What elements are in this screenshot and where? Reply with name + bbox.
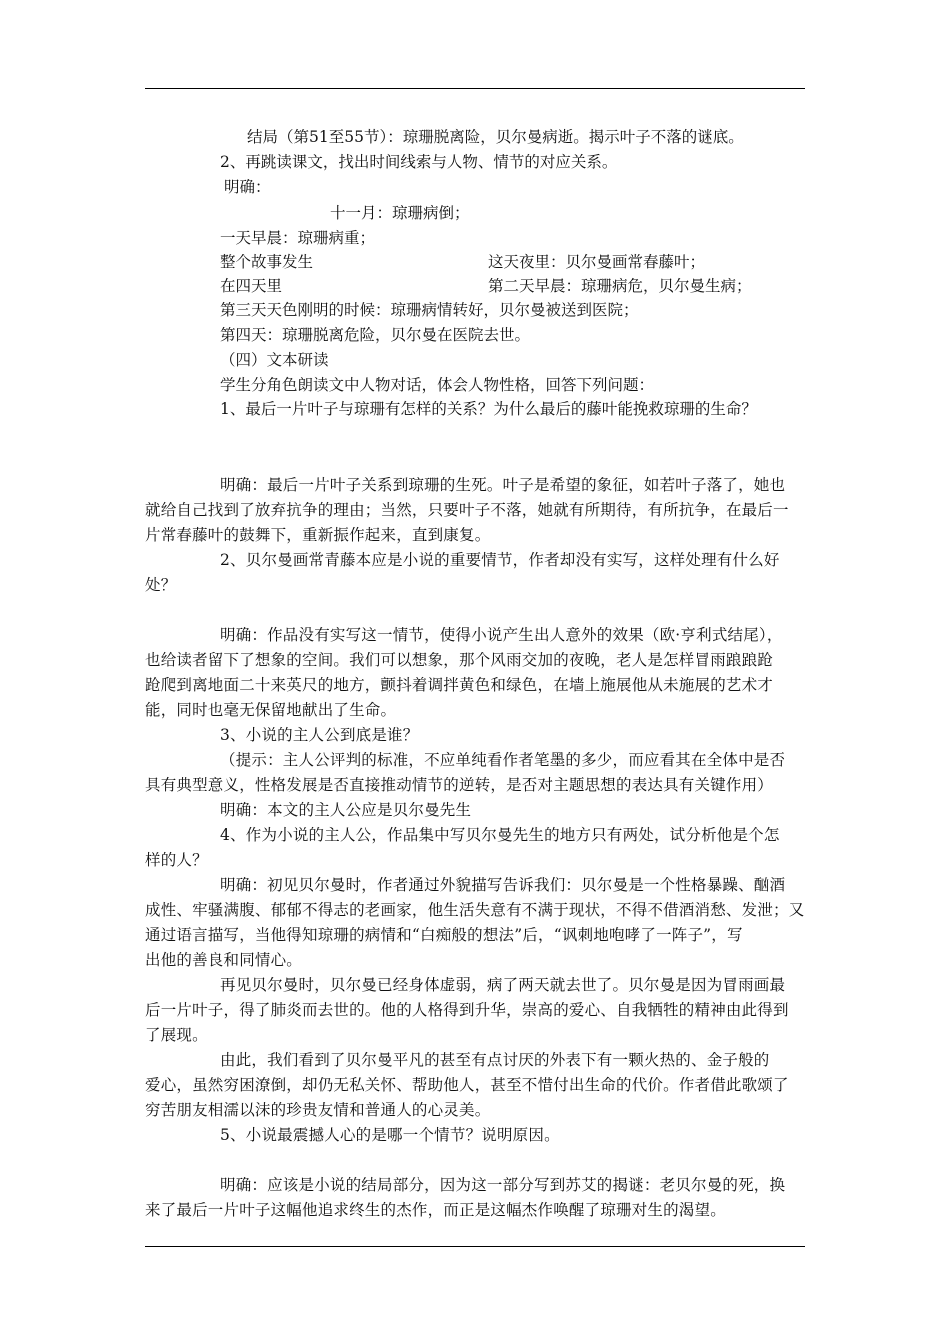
timeline-november: 十一月：琼珊病倒； <box>330 204 470 222</box>
text-line-ending: 结局（第51至55节）：琼珊脱离险，贝尔曼病逝。揭示叶子不落的谜底。 <box>247 128 744 146</box>
text-line-question-2: 2、再跳读课文，找出时间线索与人物、情节的对应关系。 <box>220 153 618 171</box>
answer-5-line: 明确：应该是小说的结局部分，因为这一部分写到苏艾的揭谜：老贝尔曼的死，换 <box>220 1176 786 1194</box>
answer-1-line: 片常春藤叶的鼓舞下，重新振作起来，直到康复。 <box>145 526 491 544</box>
timeline-story-happens: 整个故事发生 <box>220 253 314 271</box>
text-line-answer-label: 明确： <box>224 178 271 196</box>
footer-rule <box>145 1246 805 1247</box>
answer-4-line: 出他的善良和同情心。 <box>145 951 303 969</box>
question-5: 5、小说最震撼人心的是哪一个情节？说明原因。 <box>220 1126 560 1144</box>
answer-4-line: 明确：初见贝尔曼时，作者通过外貌描写告诉我们：贝尔曼是一个性格暴躁、酗酒 <box>220 876 786 894</box>
answer-4b-line: 再见贝尔曼时，贝尔曼已经身体虚弱，病了两天就去世了。贝尔曼是因为冒雨画最 <box>220 976 786 994</box>
answer-2-line: 也给读者留下了想象的空间。我们可以想象，那个风雨交加的夜晚，老人是怎样冒雨踉踉跄 <box>145 651 774 669</box>
question-4: 样的人？ <box>145 851 208 869</box>
answer-2-line: 明确：作品没有实写这一情节，使得小说产生出人意外的效果（欧·亨利式结尾）， <box>220 626 783 644</box>
question-1: 1、最后一片叶子与琼珊有怎样的关系？为什么最后的藤叶能挽救琼珊的生命？ <box>220 400 757 418</box>
answer-4b-line: 后一片叶子，得了肺炎而去世的。他的人格得到升华，崇高的爱心、自我牺牲的精神由此得到 <box>145 1001 789 1019</box>
timeline-fourth-day: 第四天：琼珊脱离危险，贝尔曼在医院去世。 <box>220 326 531 344</box>
answer-4c-line: 由此，我们看到了贝尔曼平凡的甚至有点讨厌的外表下有一颗火热的、金子般的 <box>220 1051 770 1069</box>
answer-4c-line: 穷苦朋友相濡以沫的珍贵友情和普通人的心灵美。 <box>145 1101 491 1119</box>
answer-2-line: 跄爬到离地面二十来英尺的地方，颤抖着调拌黄色和绿色，在墙上施展他从未施展的艺术才 <box>145 676 774 694</box>
answer-4-line: 通过语言描写，当他得知琼珊的病情和“白痴般的想法”后，“讽刺地咆哮了一阵子”，写 <box>145 926 743 944</box>
timeline-second-morning: 第二天早晨：琼珊病危，贝尔曼生病； <box>488 277 752 295</box>
question-2: 处？ <box>145 576 177 594</box>
timeline-that-night: 这天夜里：贝尔曼画常春藤叶； <box>488 253 706 271</box>
answer-1-line: 就给自己找到了放弃抗争的理由；当然，只要叶子不落，她就有所期待，有所抗争，在最后一 <box>145 501 789 519</box>
timeline-third-day: 第三天天色刚明的时候：琼珊病情转好，贝尔曼被送到医院； <box>220 301 639 319</box>
answer-4b-line: 了展现。 <box>145 1026 208 1044</box>
text-line-role-reading: 学生分角色朗读文中人物对话，体会人物性格，回答下列问题： <box>220 376 655 394</box>
answer-5-line: 来了最后一片叶子这幅他追求终生的杰作，而正是这幅杰作唤醒了琼珊对生的渴望。 <box>145 1201 726 1219</box>
question-3: 3、小说的主人公到底是谁？ <box>220 726 419 744</box>
answer-3: 明确：本文的主人公应是贝尔曼先生 <box>220 801 472 819</box>
question-4: 4、作为小说的主人公，作品集中写贝尔曼先生的地方只有两处，试分析他是个怎 <box>220 826 780 844</box>
answer-2-line: 能，同时也毫无保留地献出了生命。 <box>145 701 397 719</box>
hint-3-line: 具有典型意义，性格发展是否直接推动情节的逆转，是否对主题思想的表达具有关键作用） <box>145 776 774 794</box>
section-heading-text-study: （四）文本研读 <box>220 351 329 369</box>
timeline-one-morning: 一天早晨：琼珊病重； <box>220 229 376 247</box>
answer-4-line: 成性、牢骚满腹、郁郁不得志的老画家，他生活失意有不满于现状，不得不借酒消愁、发泄；又 <box>145 901 805 919</box>
answer-1-line: 明确：最后一片叶子关系到琼珊的生死。叶子是希望的象征，如若叶子落了，她也 <box>220 476 786 494</box>
hint-3-line: （提示：主人公评判的标准，不应单纯看作者笔墨的多少，而应看其在全体中是否 <box>220 751 786 769</box>
answer-4c-line: 爱心，虽然穷困潦倒，却仍无私关怀、帮助他人，甚至不惜付出生命的代价。作者借此歌颂了 <box>145 1076 789 1094</box>
timeline-four-days: 在四天里 <box>220 277 283 295</box>
question-2: 2、贝尔曼画常青藤本应是小说的重要情节，作者却没有实写，这样处理有什么好 <box>220 551 780 569</box>
header-rule <box>145 88 805 89</box>
